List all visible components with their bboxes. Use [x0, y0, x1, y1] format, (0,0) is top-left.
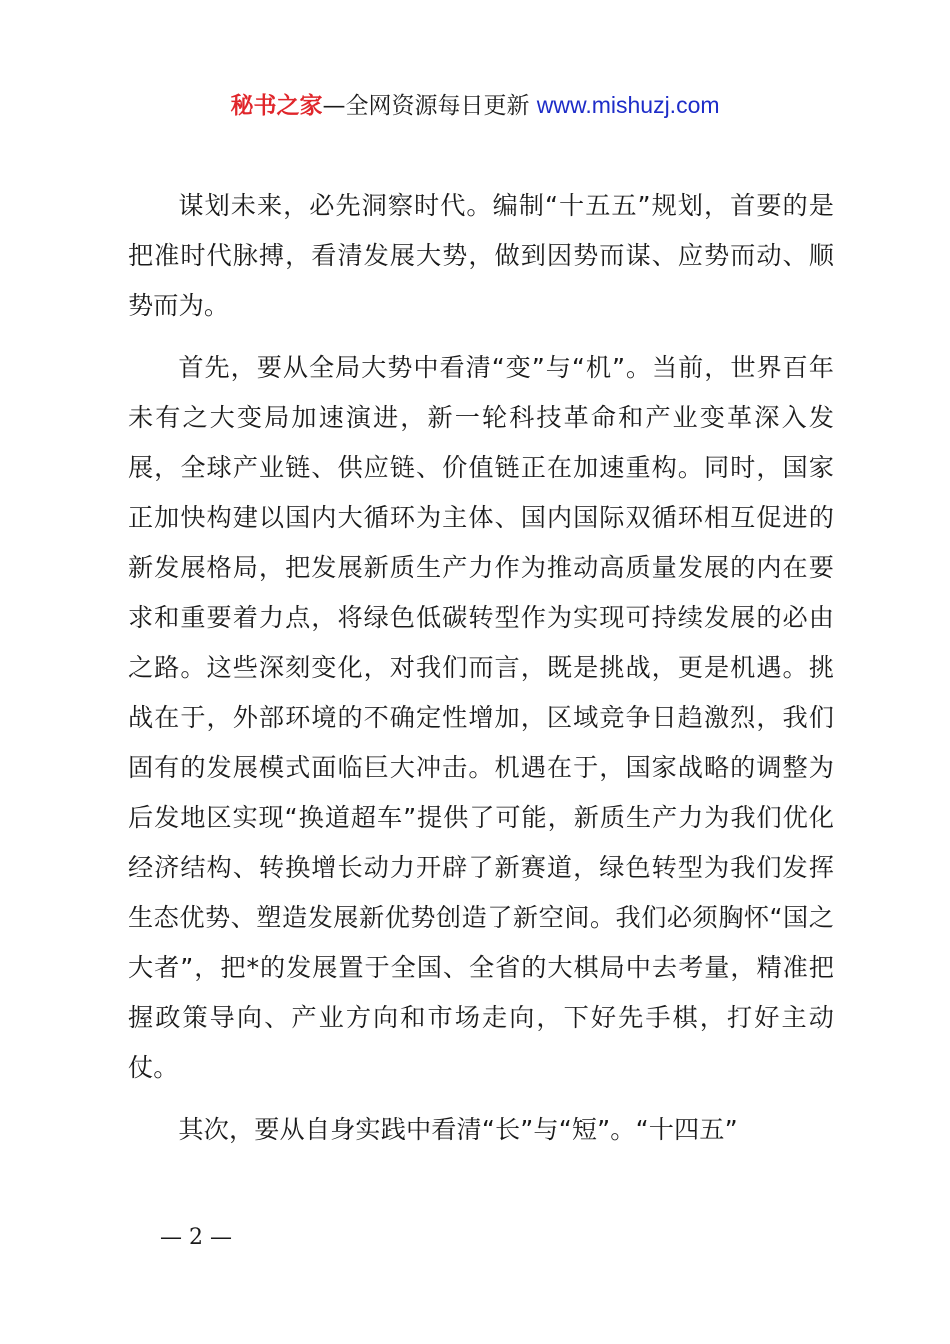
site-header — [0, 88, 950, 123]
paragraph-second-point: 其次，要从自身实践中看清“长”与“短”。“十四五” — [178, 1115, 738, 1144]
site-url-link[interactable]: www.mishuzj.com — [536, 92, 720, 118]
document-body — [128, 181, 834, 1167]
brand-name: 秘书之家 — [230, 93, 323, 119]
page-number: — 2 — — [160, 1225, 232, 1250]
paragraph-intro: 谋划未来，必先洞察时代。编制“十五五”规划，首要的是把准时代脉搏，看清发展大势，做到因势而谋、应势而动、顺势而为。 — [128, 191, 834, 320]
header-tagline: —全网资源每日更新 — [322, 93, 537, 119]
paragraph-first-point: 首先，要从全局大势中看清“变”与“机”。当前，世界百年未有之大变局加速演进，新一轮科技革命和产业变革深入发展，全球产业链、供应链、价值链正在加速重构。同时，国家正加快构建以国内大循环为主体、国内国际双循环相互促进的新发展格局，把发展新质生产力作为推动高质量发展的内在要求和重要着力点，将绿色低碳转型作为实现可持续发展的必由之路。这些深刻变化，对我们而言，既是挑战，更是机遇。挑战在于，外部环境的不确定性增加，区域竞争日趋激烈，我们固有的发展模式面临巨大冲击。机遇在于，国家战略的调整为后发地区实现“换道超车”提供了可能，新质生产力为我们优化经济结构、转换增长动力开辟了新赛道，绿色转型为我们发挥生态优势、塑造发展新优势创造了新空间。我们必须胸怀“国之大者”，把*的发展置于全国、全省的大棋局中去考量，精准把握政策导向、产业方向和市场走向，下好先手棋，打好主动仗。 — [128, 353, 834, 1082]
